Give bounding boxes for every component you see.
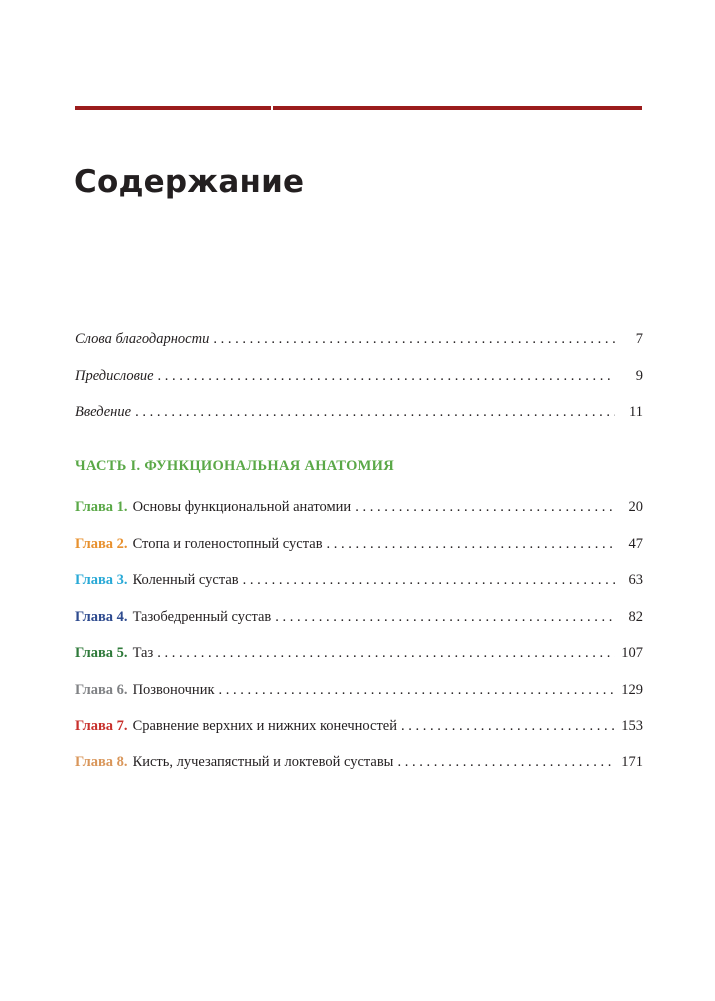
header-rule-right xyxy=(273,106,642,110)
chapter-title: Основы функциональной анатомии xyxy=(132,499,352,515)
dot-leader xyxy=(327,534,615,554)
toc-entry-label: Введение xyxy=(75,404,132,420)
dot-leader xyxy=(158,366,615,386)
chapter-number: Глава 4. xyxy=(75,609,128,625)
chapter-title: Позвоночник xyxy=(132,682,215,698)
dot-leader xyxy=(135,402,615,422)
toc-entry-page: 82 xyxy=(628,609,643,625)
toc-entry-page: 107 xyxy=(621,645,643,661)
chapter-number: Глава 8. xyxy=(75,754,128,770)
chapter-title: Коленный сустав xyxy=(132,572,239,588)
chapter-title: Сравнение верхних и нижних конечностей xyxy=(132,718,397,734)
chapter-number: Глава 7. xyxy=(75,718,128,734)
toc-entry-chapter-8[interactable] xyxy=(75,752,643,772)
toc-entry-chapter-3[interactable] xyxy=(75,570,643,590)
toc-entry-introduction[interactable] xyxy=(75,402,643,422)
toc-entry-page: 11 xyxy=(629,404,643,420)
toc-entry-page: 47 xyxy=(628,536,643,552)
toc-entry-page: 9 xyxy=(635,368,643,384)
chapter-title: Таз xyxy=(132,645,154,661)
chapter-number: Глава 3. xyxy=(75,572,128,588)
chapter-number: Глава 2. xyxy=(75,536,128,552)
toc-entry-chapter-7[interactable] xyxy=(75,716,643,736)
chapter-number: Глава 5. xyxy=(75,645,128,661)
dot-leader xyxy=(157,643,615,663)
dot-leader xyxy=(397,752,615,772)
toc-entry-page: 7 xyxy=(635,331,643,347)
chapter-title: Кисть, лучезапястный и локтевой суставы xyxy=(132,754,394,770)
toc-entry-page: 153 xyxy=(621,718,643,734)
toc-entry-chapter-4[interactable] xyxy=(75,607,643,627)
toc-entry-chapter-2[interactable] xyxy=(75,534,643,554)
toc-entry-page: 63 xyxy=(628,572,643,588)
dot-leader xyxy=(355,497,615,517)
chapter-number: Глава 1. xyxy=(75,499,128,515)
dot-leader xyxy=(401,716,615,736)
part-heading[interactable]: ЧАСТЬ I. ФУНКЦИОНАЛЬНАЯ АНАТОМИЯ xyxy=(75,458,394,474)
toc-entry-chapter-1[interactable] xyxy=(75,497,643,517)
dot-leader xyxy=(243,570,615,590)
toc-entry-page: 20 xyxy=(628,499,643,515)
header-rule-left xyxy=(75,106,271,110)
toc-entry-label: Слова благодарности xyxy=(75,331,210,347)
page-title: Содержание xyxy=(74,164,305,200)
toc-entry-page: 129 xyxy=(621,682,643,698)
dot-leader xyxy=(275,607,615,627)
toc-entry-label: Предисловие xyxy=(75,368,154,384)
toc-entry-preface[interactable] xyxy=(75,366,643,386)
chapter-number: Глава 6. xyxy=(75,682,128,698)
dot-leader xyxy=(213,329,615,349)
toc-entry-page: 171 xyxy=(621,754,643,770)
toc-entry-chapter-5[interactable] xyxy=(75,643,643,663)
toc-entry-chapter-6[interactable] xyxy=(75,680,643,700)
toc-entry-acknowledgements[interactable] xyxy=(75,329,643,349)
chapter-title: Стопа и голеностопный сустав xyxy=(132,536,323,552)
dot-leader xyxy=(219,680,615,700)
chapter-title: Тазобедренный сустав xyxy=(132,609,272,625)
